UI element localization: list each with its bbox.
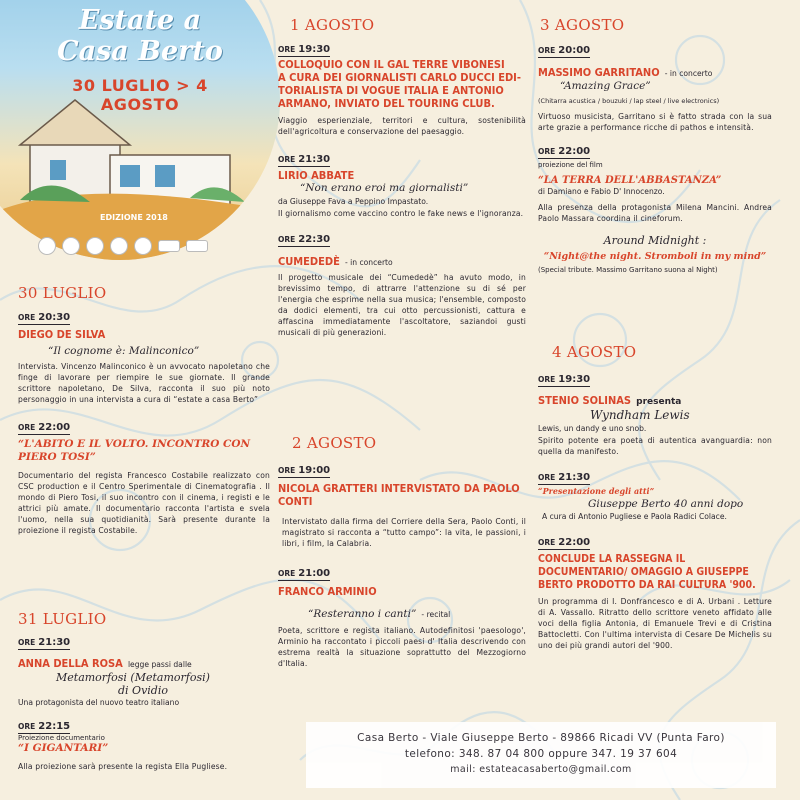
event-title: “Amazing Grace”	[560, 80, 651, 92]
event-work: Metamorfosi (Metamorfosi)	[56, 671, 210, 684]
event-time: ORE 21:00	[278, 568, 331, 579]
event-author: di Ovidio	[118, 684, 168, 697]
event-time: ORE 21:30	[538, 472, 591, 483]
event-time: ORE 19:30	[278, 44, 331, 55]
event-description: Viaggio esperienziale, territori e cultura, sostenibilità dell'agricoltura e conservazione del paesaggio.	[278, 116, 526, 136]
event-note: - recital	[421, 610, 451, 619]
event-time: ORE 22:00	[538, 146, 591, 157]
event-name: CUMEDEDÈ	[278, 255, 340, 268]
event-title: “LA TERRA DELL'ABBASTANZA”	[538, 175, 722, 186]
sponsor-logo	[86, 237, 104, 255]
sponsor-logo	[62, 237, 80, 255]
event-time: ORE 19:00	[278, 465, 331, 476]
day-2-agosto	[278, 434, 526, 669]
event-title: Giuseppe Berto 40 anni dopo	[588, 498, 744, 510]
event-note: “Presentazione degli atti”	[538, 486, 655, 496]
event-description: Alla presenza della protagonista Milena Mancini. Andrea Paolo Massara coordina il cineforum.	[538, 203, 772, 223]
event-title: “Il cognome è: Malinconico”	[48, 345, 200, 357]
event-note: proiezione del film	[538, 161, 603, 169]
event-description: Lewis, un dandy e uno snob.	[538, 424, 647, 433]
day-31-luglio	[18, 610, 270, 772]
event-note: legge passi dalle	[127, 660, 192, 669]
event-description: Un programma di I. Donfrancesco e di A. Urbani . Letture di A. Vassallo. Ritratto dello scrittore veneto affidato alle voci della figlia Antonia, di Emanuele Trevi e di Cristina Battocletti. Con l'ultima intervista di Cesare De Michelis su uno dei più grandi autori del '900.	[538, 597, 772, 650]
event-subtitle: A cura di Antonio Pugliese e Paola Radici Colace.	[542, 512, 727, 521]
event-time: ORE 20:00	[538, 45, 591, 56]
day-heading: 1 AGOSTO	[290, 16, 375, 34]
event-name: LIRIO ABBATE	[278, 169, 355, 182]
event-note: presenta	[636, 397, 682, 407]
event-name: DIEGO DE SILVA	[18, 328, 106, 341]
event-title: “Night@the night. Stromboli in my mind”	[543, 251, 767, 262]
day-30-luglio	[18, 284, 270, 536]
event-name: ANNA DELLA ROSA	[18, 657, 123, 670]
event-title: “L'ABITO E IL VOLTO. INCONTRO CON PIERO TOSI”	[18, 438, 251, 463]
event-name: NICOLA GRATTERI INTERVISTATO DA PAOLO CONTI	[278, 482, 520, 508]
contact-box	[306, 722, 776, 788]
event-description: Il progetto musicale dei “Cumededè” ha avuto modo, in brevissimo tempo, di attrarre l'attenzione su di sé per l'energia che esprime nella sua musica; l'ensemble, composto da dodici elementi, tra cui otto percussionisti, cattura e affascina immediatamente l'ascoltatore, saziandoi gusti musicali di più generazioni.	[278, 273, 526, 337]
event-time: ORE 21:30	[278, 154, 331, 165]
event-note: - in concerto	[664, 69, 713, 78]
event-name: FRANCO ARMINIO	[278, 585, 377, 598]
day-1-agosto	[278, 16, 526, 338]
day-3-agosto	[538, 16, 772, 274]
event-note: - in concerto	[344, 258, 393, 267]
event-description: Intervista. Vincenzo Malinconico è un avvocato napoletano che finge di lavorare per riempire le sue giornate. Il grande scrittore napoletano, De Silva, racconta il suo più noto personaggio in una intervista a cura di “estate a casa Berto”	[18, 362, 270, 404]
event-note: Proiezione documentario	[18, 734, 105, 742]
event-time: ORE 19:30	[538, 374, 591, 385]
event-subtitle: di Damiano e Fabio D' Innocenzo.	[538, 187, 665, 196]
event-time: ORE 22:00	[18, 422, 71, 433]
event-title: “Non erano eroi ma giornalisti”	[300, 182, 469, 194]
sponsor-logos	[38, 237, 208, 255]
event-description: Spirito potente era poeta di autentica avanguardia: non quella da manifesto.	[538, 436, 772, 456]
edition-label: EDIZIONE 2018	[100, 213, 168, 222]
sponsor-logo	[110, 237, 128, 255]
event-description: Alla proiezione sarà presente la regista Ella Pugliese.	[18, 762, 228, 771]
day-heading: 2 AGOSTO	[292, 434, 377, 452]
festival-dates: 30 LUGLIO > 4 AGOSTO	[72, 76, 208, 114]
day-heading: 4 AGOSTO	[552, 343, 637, 361]
event-description: Il giornalismo come vaccino contro le fake news e l'ignoranza.	[278, 209, 524, 218]
event-title: “I GIGANTARI”	[18, 742, 109, 754]
event-name: STENIO SOLINAS	[538, 394, 632, 407]
sponsor-logo	[186, 240, 208, 252]
event-description: (Special tribute. Massimo Garritano suona al Night)	[538, 266, 718, 274]
contact-address: Casa Berto - Viale Giuseppe Berto - 89866 Ricadi VV (Punta Faro)	[357, 732, 725, 744]
event-instruments: (Chitarra acustica / bouzuki / lap steel / live electronics)	[538, 97, 720, 105]
sponsor-logo	[38, 237, 56, 255]
event-time: ORE 20:30	[18, 312, 71, 323]
event-description: Virtuoso musicista, Garritano si è fatto strada con la sua arte grazie a performance ricche di pathos e intensità.	[538, 112, 772, 132]
event-title: “Resteranno i canti”	[308, 608, 417, 620]
sponsor-logo	[158, 240, 180, 252]
event-work: Wyndham Lewis	[590, 408, 690, 422]
event-description: Documentario del regista Francesco Costabile realizzato con CSC production e il Centro Sperimentale di Cinematografia . Il mondo di Piero Tosi, il suo incontro con il cinema, i registi e le attrici più amate. Il documentario racconta l'artista e svela l'uomo, nella sua quotidianità. Sarà presente durante la proiezione il regista Costabile.	[18, 471, 270, 535]
day-4-agosto	[538, 343, 772, 651]
event-time: ORE 22:15	[18, 721, 71, 732]
event-heading: Around Midnight :	[603, 234, 707, 247]
day-heading: 31 LUGLIO	[18, 610, 107, 628]
contact-email[interactable]: mail: estateacasaberto@gmail.com	[450, 764, 632, 775]
event-description: Intervistato dalla firma del Corriere della Sera, Paolo Conti, il magistrato si racconta a “tutto campo”: la vita, le passioni, i libri, i film, la Calabria.	[282, 517, 526, 548]
event-time: ORE 22:30	[278, 234, 331, 245]
event-name: COLLOQUIO CON IL GAL TERRE VIBONESI A CURA DEI GIORNALISTI CARLO DUCCI EDI- TORIALISTA DI VOGUE ITALIA E ANTONIO ARMANO, INVIATO DEL TOURING CLUB.	[278, 58, 521, 110]
event-description: Poeta, scrittore e regista italiano. Autodefinitosi 'paesologo', Arminio ha raccontato i piccoli paesi d' Italia descrivendo con estrema realtà la situazione soprattutto del Mezzogiorno d'Italia.	[278, 626, 526, 668]
event-time: ORE 21:30	[18, 637, 71, 648]
event-subtitle: da Giuseppe Fava a Peppino Impastato.	[278, 197, 429, 206]
contact-phone: telefono: 348. 87 04 800 oppure 347. 19 37 604	[404, 748, 678, 760]
festival-title: Estate a Casa Berto	[57, 5, 223, 67]
event-time: ORE 22:00	[538, 537, 591, 548]
event-name: CONCLUDE LA RASSEGNA IL DOCUMENTARIO/ OMAGGIO A GIUSEPPE BERTO PRODOTTO DA RAI CULTURA '900.	[538, 553, 756, 591]
day-heading: 3 AGOSTO	[540, 16, 625, 34]
day-heading: 30 LUGLIO	[18, 284, 107, 302]
sponsor-logo	[134, 237, 152, 255]
event-name: MASSIMO GARRITANO	[538, 66, 660, 79]
event-description: Una protagonista del nuovo teatro italiano	[18, 698, 180, 707]
